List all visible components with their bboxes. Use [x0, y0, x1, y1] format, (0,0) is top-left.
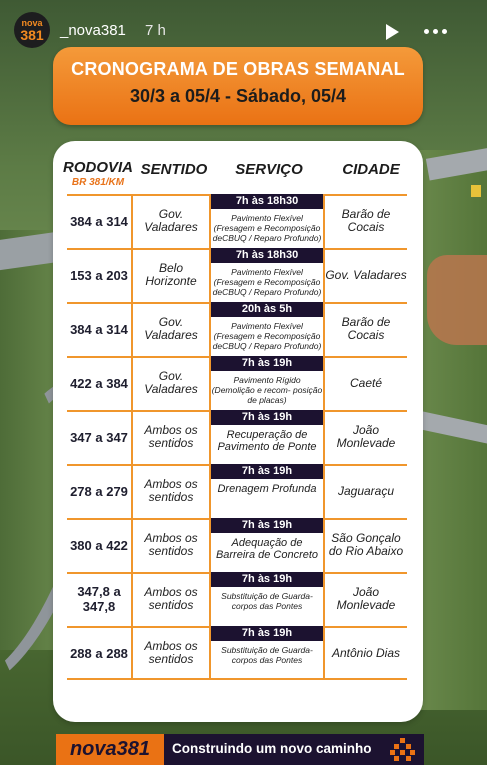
cell-horario: 7h às 19h: [211, 626, 323, 641]
footer-brand: nova381: [69, 738, 151, 760]
column-header-sentido: SENTIDO: [140, 161, 208, 178]
cell-servico: [211, 572, 323, 626]
schedule-header: [53, 47, 423, 125]
table-row: [67, 248, 407, 302]
background-earthwork: [427, 255, 487, 345]
table-row: [67, 302, 407, 356]
cell-cidade: Gov. Valadares: [325, 267, 407, 282]
cell-servico-text: Substituição de Guarda-corpos das Pontes: [221, 645, 313, 665]
cell-servico: [211, 464, 323, 518]
column-header-rodovia-label: RODOVIA: [62, 159, 133, 176]
cell-km: 422 a 384: [70, 375, 128, 391]
cell-servico: [211, 626, 323, 680]
table-row: [67, 572, 407, 626]
column-header-rodovia: [61, 160, 135, 190]
cell-servico-text: Drenagem Profunda: [217, 483, 317, 495]
avatar-text-top: nova: [21, 17, 43, 28]
cell-km: 153 a 203: [70, 267, 128, 283]
cell-servico-text: Substituição de Guarda-corpos das Pontes: [221, 591, 313, 611]
cell-km: 347,8 a 347,8: [77, 584, 121, 614]
table-row: [67, 410, 407, 464]
schedule-title: CRONOGRAMA DE OBRAS SEMANAL: [71, 59, 405, 79]
cell-servico: [211, 302, 323, 356]
background-sign: [471, 185, 481, 197]
cell-sentido: Gov. Valadares: [144, 207, 198, 234]
cell-horario: 20h às 5h: [211, 302, 323, 317]
table-row: [67, 194, 407, 248]
cell-sentido: Ambos os sentidos: [144, 423, 198, 450]
table-row: [67, 626, 407, 680]
footer-banner: [56, 734, 424, 765]
cell-servico: [211, 194, 323, 248]
cell-horario: 7h às 19h: [211, 356, 323, 371]
cell-sentido: Belo Horizonte: [145, 261, 197, 288]
cell-servico-text: Pavimento Flexível (Fresagem e Recomposição deCBUQ / Reparo Profundo): [212, 321, 322, 351]
cell-sentido: Ambos os sentidos: [144, 585, 198, 612]
cell-servico: [211, 356, 323, 410]
cell-cidade: João Monlevade: [336, 585, 396, 612]
cell-servico-text: Adequação de Barreira de Concreto: [215, 537, 319, 561]
story-header: [0, 0, 487, 48]
cell-horario: 7h às 18h30: [211, 248, 323, 263]
cell-cidade: Caeté: [349, 375, 383, 390]
column-header-cidade: CIDADE: [342, 161, 400, 178]
avatar[interactable]: [14, 12, 50, 48]
cell-cidade: Antônio Dias: [331, 645, 401, 660]
schedule-subtitle: 30/3 a 05/4 - Sábado, 05/4: [129, 86, 347, 106]
post-time: 7 h: [145, 22, 166, 39]
avatar-text-bottom: 381: [20, 26, 44, 43]
table-row: [67, 518, 407, 572]
cell-cidade: São Gonçalo do Rio Abaixo: [328, 531, 404, 558]
cell-servico: [211, 248, 323, 302]
cell-horario: 7h às 19h: [211, 464, 323, 479]
cell-servico-text: Pavimento Rígido (Demolição e recom- posição de placas): [211, 375, 323, 405]
cell-horario: 7h às 19h: [211, 410, 323, 425]
cell-km: 347 a 347: [70, 429, 128, 445]
cell-km: 384 a 314: [70, 213, 128, 229]
column-header-rodovia-sub: BR 381/KM: [71, 177, 125, 188]
brand-grid-icon: [390, 738, 416, 764]
table-row: [67, 464, 407, 518]
cell-km: 384 a 314: [70, 321, 128, 337]
cell-km: 288 a 288: [70, 645, 128, 661]
cell-servico: [211, 518, 323, 572]
cell-cidade: João Monlevade: [336, 423, 396, 450]
play-icon[interactable]: [386, 24, 399, 40]
cell-cidade: Barão de Cocais: [341, 207, 391, 234]
footer-slogan: Construindo um novo caminho: [172, 741, 372, 756]
cell-servico-text: Pavimento Flexível (Fresagem e Recomposição deCBUQ / Reparo Profundo): [212, 267, 322, 297]
cell-horario: 7h às 18h30: [211, 194, 323, 209]
table-row: [67, 356, 407, 410]
cell-servico-text: Recuperação de Pavimento de Ponte: [217, 429, 317, 453]
cell-servico-text: Pavimento Flexível (Fresagem e Recomposição deCBUQ / Reparo Profundo): [212, 213, 322, 243]
cell-servico: [211, 410, 323, 464]
schedule-table: [53, 141, 423, 722]
cell-sentido: Gov. Valadares: [144, 315, 198, 342]
footer-logo: [56, 734, 164, 765]
cell-cidade: Jaguaraçu: [337, 483, 395, 498]
account-handle[interactable]: _nova381: [60, 22, 126, 39]
cell-km: 278 a 279: [70, 483, 128, 499]
cell-sentido: Gov. Valadares: [144, 369, 198, 396]
cell-sentido: Ambos os sentidos: [144, 477, 198, 504]
cell-sentido: Ambos os sentidos: [144, 639, 198, 666]
cell-sentido: Ambos os sentidos: [144, 531, 198, 558]
more-options-icon[interactable]: [424, 29, 447, 34]
column-header-servico: SERVIÇO: [235, 161, 303, 178]
cell-km: 380 a 422: [70, 537, 128, 553]
cell-horario: 7h às 19h: [211, 572, 323, 587]
cell-cidade: Barão de Cocais: [341, 315, 391, 342]
cell-horario: 7h às 19h: [211, 518, 323, 533]
